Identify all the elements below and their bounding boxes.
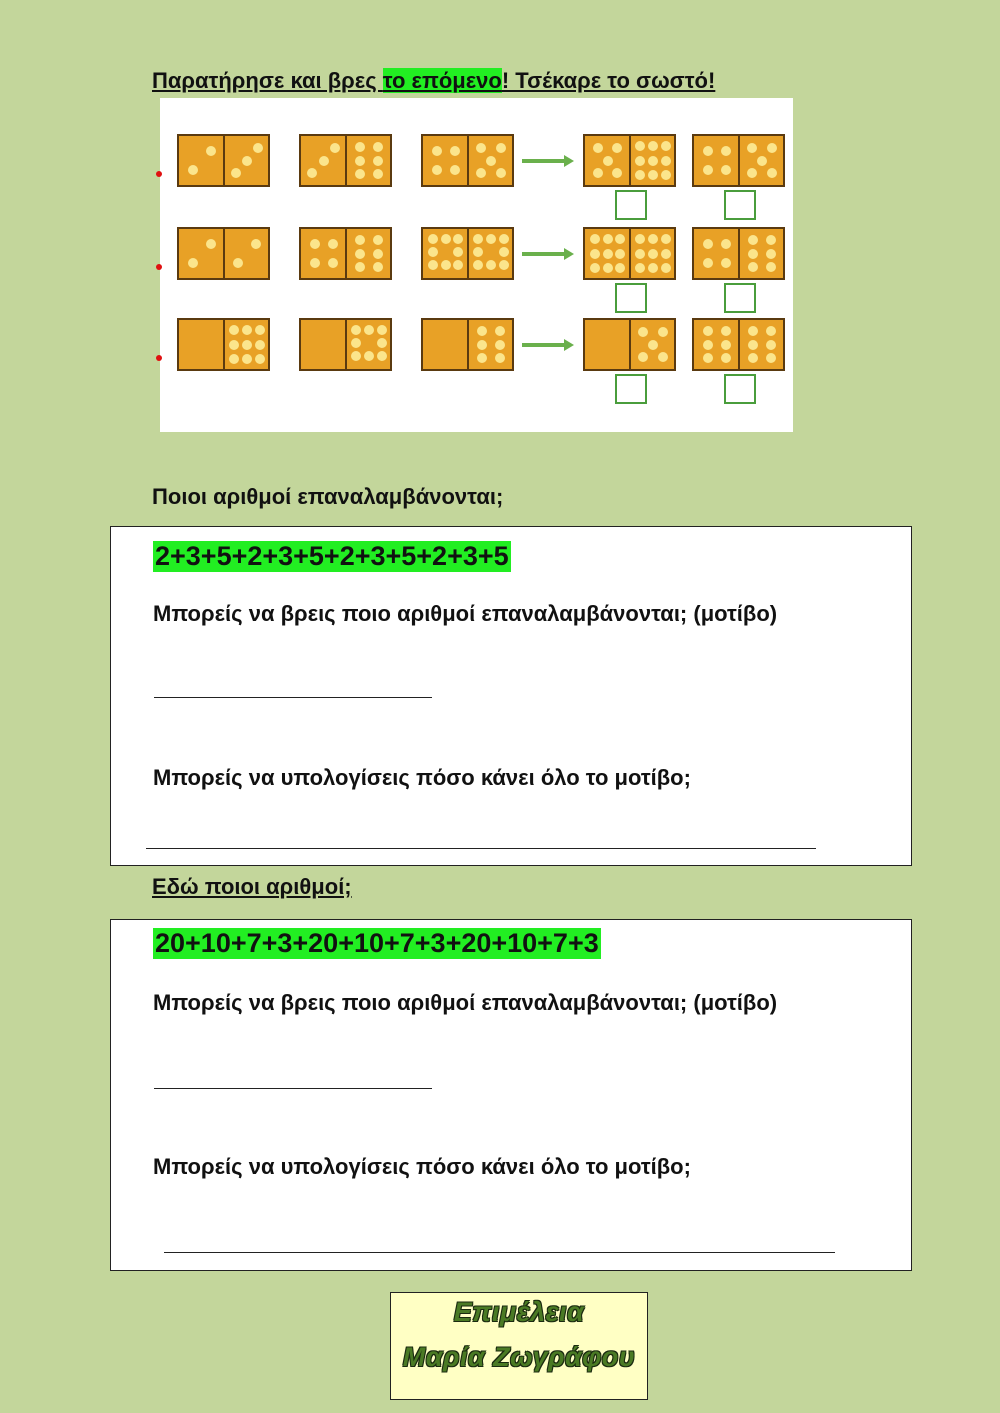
option-domino: [692, 134, 785, 187]
domino-dot: [603, 234, 613, 244]
domino-dot: [747, 143, 757, 153]
domino-dot: [355, 142, 365, 152]
domino-dot: [703, 340, 713, 350]
row-bullet: [156, 171, 162, 177]
domino-dot: [477, 353, 487, 363]
domino-dot: [355, 235, 365, 245]
domino-dot: [496, 143, 506, 153]
domino-dot: [453, 234, 463, 244]
domino-half: [694, 136, 738, 185]
domino-dot: [703, 258, 713, 268]
domino-dot: [428, 234, 438, 244]
domino-dot: [635, 170, 645, 180]
sequence-domino: [177, 318, 270, 371]
domino-half: [423, 136, 467, 185]
domino-dot: [703, 326, 713, 336]
domino-dot: [229, 325, 239, 335]
domino-dot: [748, 326, 758, 336]
domino-dot: [767, 168, 777, 178]
domino-dot: [661, 156, 671, 166]
domino-dot: [593, 168, 603, 178]
domino-dot: [373, 169, 383, 179]
domino-dot: [251, 239, 261, 249]
domino-half: [585, 136, 629, 185]
credit-box: [390, 1292, 648, 1400]
domino-dot: [242, 325, 252, 335]
sequence-domino: [421, 134, 514, 187]
section1-heading: Ποιοι αριθμοί επαναλαμβάνονται;: [152, 484, 504, 509]
domino-dot: [748, 235, 758, 245]
domino-dot: [428, 260, 438, 270]
domino-dot: [721, 239, 731, 249]
domino-half: [345, 320, 391, 369]
domino-half: [467, 229, 513, 278]
domino-half: [423, 320, 467, 369]
domino-dot: [767, 143, 777, 153]
domino-dot: [648, 156, 658, 166]
domino-dot: [648, 141, 658, 151]
domino-half: [179, 320, 223, 369]
domino-half: [629, 136, 675, 185]
domino-dot: [253, 143, 263, 153]
domino-dot: [486, 260, 496, 270]
domino-dot: [377, 351, 387, 361]
domino-dot: [432, 165, 442, 175]
domino-half: [179, 229, 223, 278]
domino-dot: [615, 234, 625, 244]
section2-question-sum: Μπορείς να υπολογίσεις πόσο κάνει όλο το μοτίβο;: [153, 1154, 691, 1179]
sequence-domino: [177, 134, 270, 187]
domino-dot: [661, 234, 671, 244]
domino-dot: [453, 247, 463, 257]
domino-dot: [242, 156, 252, 166]
domino-dot: [188, 258, 198, 268]
domino-half: [423, 229, 467, 278]
domino-dot: [450, 165, 460, 175]
domino-dot: [473, 247, 483, 257]
section1-question-pattern: Μπορείς να βρεις ποιο αριθμοί επαναλαμβάνονται; (μοτίβο): [153, 601, 778, 626]
domino-dot: [757, 156, 767, 166]
domino-half: [179, 136, 223, 185]
domino-dot: [355, 169, 365, 179]
domino-dot: [476, 143, 486, 153]
domino-half: [629, 320, 675, 369]
domino-dot: [310, 258, 320, 268]
answer-checkbox[interactable]: [615, 283, 647, 313]
domino-dot: [496, 168, 506, 178]
domino-dot: [748, 353, 758, 363]
domino-dot: [766, 262, 776, 272]
domino-dot: [330, 143, 340, 153]
domino-dot: [648, 170, 658, 180]
domino-dot: [766, 353, 776, 363]
domino-dot: [477, 340, 487, 350]
section2-answer-line-sum[interactable]: [164, 1252, 835, 1253]
domino-dot: [355, 249, 365, 259]
domino-dot: [476, 168, 486, 178]
domino-dot: [590, 234, 600, 244]
domino-dot: [477, 326, 487, 336]
domino-dot: [473, 260, 483, 270]
domino-dot: [748, 340, 758, 350]
option-domino: [692, 227, 785, 280]
domino-half: [467, 136, 513, 185]
option-domino: [583, 134, 676, 187]
domino-dot: [473, 234, 483, 244]
domino-dot: [486, 156, 496, 166]
domino-dot: [328, 258, 338, 268]
domino-dot: [453, 260, 463, 270]
section1-sequence: 2+3+5+2+3+5+2+3+5+2+3+5: [155, 541, 509, 571]
credit-line2: Μαρία Ζωγράφου: [402, 1342, 636, 1372]
domino-dot: [648, 234, 658, 244]
domino-half: [301, 320, 345, 369]
domino-half: [585, 320, 629, 369]
domino-dot: [310, 239, 320, 249]
title-highlight: το επόμενο: [382, 68, 502, 93]
domino-dot: [242, 354, 252, 364]
domino-half: [301, 229, 345, 278]
domino-dot: [373, 142, 383, 152]
domino-dot: [242, 340, 252, 350]
domino-dot: [721, 353, 731, 363]
domino-half: [345, 136, 391, 185]
domino-dot: [635, 249, 645, 259]
domino-dot: [233, 258, 243, 268]
domino-dot: [703, 146, 713, 156]
domino-dot: [703, 165, 713, 175]
answer-checkbox[interactable]: [615, 190, 647, 220]
section2-box: [110, 919, 912, 1271]
sequence-domino: [299, 318, 392, 371]
domino-dot: [721, 340, 731, 350]
domino-dot: [351, 351, 361, 361]
domino-dot: [377, 325, 387, 335]
section2-heading: Εδώ ποιοι αριθμοί;: [152, 874, 352, 899]
title-part1: Παρατήρησε και βρες: [152, 68, 383, 93]
domino-dot: [603, 263, 613, 273]
domino-dot: [648, 263, 658, 273]
domino-dot: [748, 262, 758, 272]
domino-half: [629, 229, 675, 278]
domino-dot: [441, 234, 451, 244]
domino-dot: [703, 239, 713, 249]
domino-dot: [307, 168, 317, 178]
domino-dot: [328, 239, 338, 249]
domino-dot: [635, 234, 645, 244]
domino-dot: [658, 352, 668, 362]
domino-half: [738, 229, 784, 278]
domino-dot: [748, 249, 758, 259]
arrow-icon: [522, 339, 574, 351]
domino-dot: [373, 235, 383, 245]
domino-dot: [766, 249, 776, 259]
domino-dot: [721, 165, 731, 175]
page-title: [152, 68, 715, 94]
domino-dot: [661, 249, 671, 259]
domino-dot: [428, 247, 438, 257]
domino-dot: [432, 146, 442, 156]
domino-dot: [638, 352, 648, 362]
domino-half: [301, 136, 345, 185]
domino-half: [223, 136, 269, 185]
answer-checkbox[interactable]: [724, 374, 756, 404]
domino-dot: [255, 325, 265, 335]
domino-half: [223, 229, 269, 278]
section2-question-pattern: Μπορείς να βρεις ποιο αριθμοί επαναλαμβάνονται; (μοτίβο): [153, 990, 778, 1015]
domino-dot: [229, 354, 239, 364]
domino-dot: [255, 354, 265, 364]
domino-half: [738, 136, 784, 185]
option-domino: [583, 227, 676, 280]
domino-dot: [612, 143, 622, 153]
domino-dot: [615, 249, 625, 259]
domino-dot: [661, 170, 671, 180]
domino-dot: [615, 263, 625, 273]
domino-dot: [661, 141, 671, 151]
domino-dot: [229, 340, 239, 350]
section2-answer-line-pattern[interactable]: [154, 1088, 432, 1089]
domino-dot: [648, 249, 658, 259]
domino-dot: [766, 340, 776, 350]
domino-dot: [603, 156, 613, 166]
domino-dot: [635, 263, 645, 273]
answer-checkbox[interactable]: [615, 374, 647, 404]
section1-question-sum: Μπορείς να υπολογίσεις πόσο κάνει όλο το μοτίβο;: [153, 765, 691, 790]
domino-dot: [658, 327, 668, 337]
sequence-domino: [421, 227, 514, 280]
domino-half: [223, 320, 269, 369]
domino-half: [467, 320, 513, 369]
domino-half: [345, 229, 391, 278]
domino-dot: [648, 340, 658, 350]
domino-dot: [495, 326, 505, 336]
domino-dot: [441, 260, 451, 270]
domino-dot: [721, 146, 731, 156]
domino-dot: [364, 325, 374, 335]
domino-dot: [231, 168, 241, 178]
answer-checkbox[interactable]: [724, 283, 756, 313]
sequence-domino: [177, 227, 270, 280]
sequence-domino: [421, 318, 514, 371]
domino-dot: [612, 168, 622, 178]
section1-box: [110, 526, 912, 866]
domino-panel: [160, 98, 793, 432]
domino-dot: [373, 262, 383, 272]
sequence-domino: [299, 227, 392, 280]
option-domino: [583, 318, 676, 371]
domino-dot: [703, 353, 713, 363]
domino-dot: [364, 351, 374, 361]
domino-dot: [747, 168, 757, 178]
domino-dot: [766, 235, 776, 245]
domino-dot: [319, 156, 329, 166]
domino-dot: [351, 325, 361, 335]
title-part2: ! Τσέκαρε το σωστό!: [501, 68, 716, 93]
domino-half: [694, 320, 738, 369]
credit-line1: Επιμέλεια: [453, 1297, 585, 1327]
domino-dot: [499, 234, 509, 244]
section2-sequence: 20+10+7+3+20+10+7+3+20+10+7+3: [155, 928, 599, 958]
section1-answer-line-sum[interactable]: [146, 848, 816, 849]
domino-dot: [255, 340, 265, 350]
arrow-icon: [522, 155, 574, 167]
domino-dot: [638, 327, 648, 337]
answer-checkbox[interactable]: [724, 190, 756, 220]
domino-dot: [206, 146, 216, 156]
domino-dot: [373, 156, 383, 166]
domino-dot: [721, 326, 731, 336]
domino-dot: [355, 262, 365, 272]
row-bullet: [156, 264, 162, 270]
domino-dot: [188, 165, 198, 175]
domino-dot: [593, 143, 603, 153]
domino-dot: [373, 249, 383, 259]
section1-answer-line-pattern[interactable]: [154, 697, 432, 698]
row-bullet: [156, 355, 162, 361]
option-domino: [692, 318, 785, 371]
domino-dot: [766, 326, 776, 336]
domino-dot: [377, 338, 387, 348]
domino-dot: [635, 156, 645, 166]
domino-dot: [590, 263, 600, 273]
domino-dot: [721, 258, 731, 268]
arrow-icon: [522, 248, 574, 260]
domino-dot: [499, 247, 509, 257]
domino-half: [694, 229, 738, 278]
domino-dot: [603, 249, 613, 259]
domino-dot: [590, 249, 600, 259]
domino-dot: [495, 353, 505, 363]
sequence-domino: [299, 134, 392, 187]
domino-dot: [206, 239, 216, 249]
domino-dot: [450, 146, 460, 156]
domino-half: [738, 320, 784, 369]
domino-half: [585, 229, 629, 278]
domino-dot: [351, 338, 361, 348]
domino-dot: [486, 234, 496, 244]
domino-dot: [499, 260, 509, 270]
domino-dot: [495, 340, 505, 350]
domino-dot: [661, 263, 671, 273]
domino-dot: [355, 156, 365, 166]
domino-dot: [635, 141, 645, 151]
